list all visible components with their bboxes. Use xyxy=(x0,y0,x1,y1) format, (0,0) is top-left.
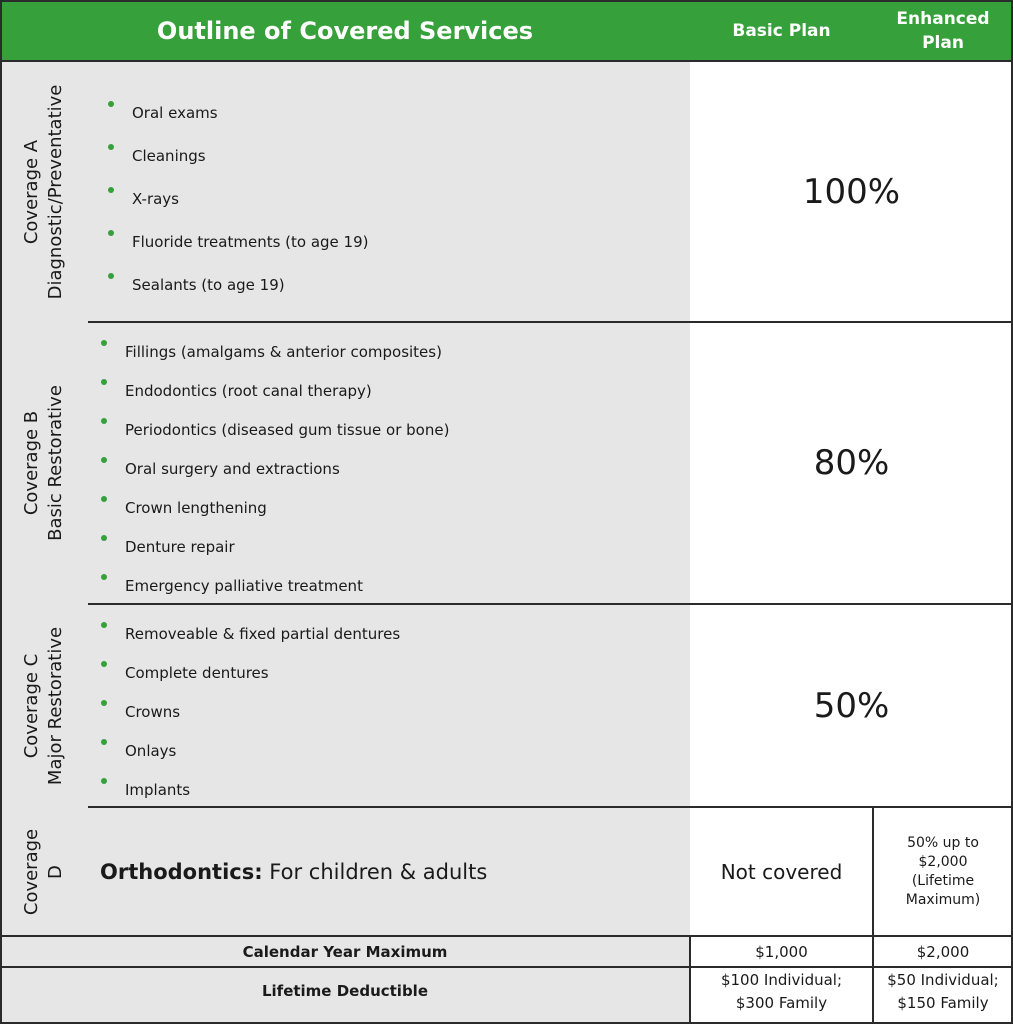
coverage-b-list xyxy=(125,343,449,616)
list-item: Fillings (amalgams & anterior composites) xyxy=(125,343,449,382)
list-item: Endodontics (root canal therapy) xyxy=(125,382,449,421)
bullet-icon xyxy=(101,622,107,628)
bullet-icon xyxy=(101,661,107,667)
lifetime-deductible-label: Lifetime Deductible xyxy=(261,982,429,1000)
coverage-a-percent: 100% xyxy=(802,172,901,212)
orthodontics-service: Orthodontics: For children & adults xyxy=(100,859,488,884)
enhanced-plan-header: Enhanced Plan xyxy=(896,9,990,53)
coverage-a-list xyxy=(132,104,369,319)
bullet-icon xyxy=(101,700,107,706)
bullet-icon xyxy=(101,340,107,346)
list-item: Crowns xyxy=(125,703,400,742)
list-item: Denture repair xyxy=(125,538,449,577)
list-item: Implants xyxy=(125,781,400,820)
list-item: Emergency palliative treatment xyxy=(125,577,449,616)
orthodontics-basic: Not covered xyxy=(720,859,843,884)
bullet-icon xyxy=(101,535,107,541)
bullet-icon xyxy=(101,739,107,745)
coverage-b-percent: 80% xyxy=(813,443,890,483)
calendar-max-label: Calendar Year Maximum xyxy=(242,942,448,961)
bullet-icon xyxy=(101,496,107,502)
bullet-icon xyxy=(101,574,107,580)
bullet-icon xyxy=(101,778,107,784)
coverage-c-percent: 50% xyxy=(813,685,890,726)
basic-plan-header: Basic Plan xyxy=(732,21,831,41)
bullet-icon xyxy=(108,187,114,193)
calendar-max-enhanced: $2,000 xyxy=(916,942,970,961)
list-item: Removeable & fixed partial dentures xyxy=(125,625,400,664)
list-item: Sealants (to age 19) xyxy=(132,276,369,319)
list-item: Fluoride treatments (to age 19) xyxy=(132,233,369,276)
coverage-d-label: Coverage D xyxy=(21,828,66,915)
calendar-max-basic: $1,000 xyxy=(755,942,808,961)
bullet-icon xyxy=(108,144,114,150)
list-item: Cleanings xyxy=(132,147,369,190)
list-item: X-rays xyxy=(132,190,369,233)
bullet-icon xyxy=(108,273,114,279)
list-item: Crown lengthening xyxy=(125,499,449,538)
list-item: Oral surgery and extractions xyxy=(125,460,449,499)
bullet-icon xyxy=(108,101,114,107)
bullet-icon xyxy=(101,379,107,385)
orthodontics-enhanced: 50% up to $2,000 (Lifetime Maximum) xyxy=(905,834,981,908)
list-item: Onlays xyxy=(125,742,400,781)
divider xyxy=(689,936,691,1024)
table-title: Outline of Covered Services xyxy=(156,17,534,45)
coverage-a-label: Coverage A Diagnostic/Preventative xyxy=(21,84,66,300)
list-item: Oral exams xyxy=(132,104,369,147)
coverage-c-list xyxy=(125,625,400,820)
bullet-icon xyxy=(101,418,107,424)
coverage-c-label: Coverage C Major Restorative xyxy=(21,626,66,785)
bullet-icon xyxy=(108,230,114,236)
lifetime-deductible-basic: $100 Individual; $300 Family xyxy=(720,971,843,1012)
lifetime-deductible-enhanced: $50 Individual; $150 Family xyxy=(887,971,999,1012)
list-item: Complete dentures xyxy=(125,664,400,703)
list-item: Periodontics (diseased gum tissue or bone) xyxy=(125,421,449,460)
border-left xyxy=(0,62,2,1024)
bullet-icon xyxy=(101,457,107,463)
coverage-b-label: Coverage B Basic Restorative xyxy=(21,385,66,541)
